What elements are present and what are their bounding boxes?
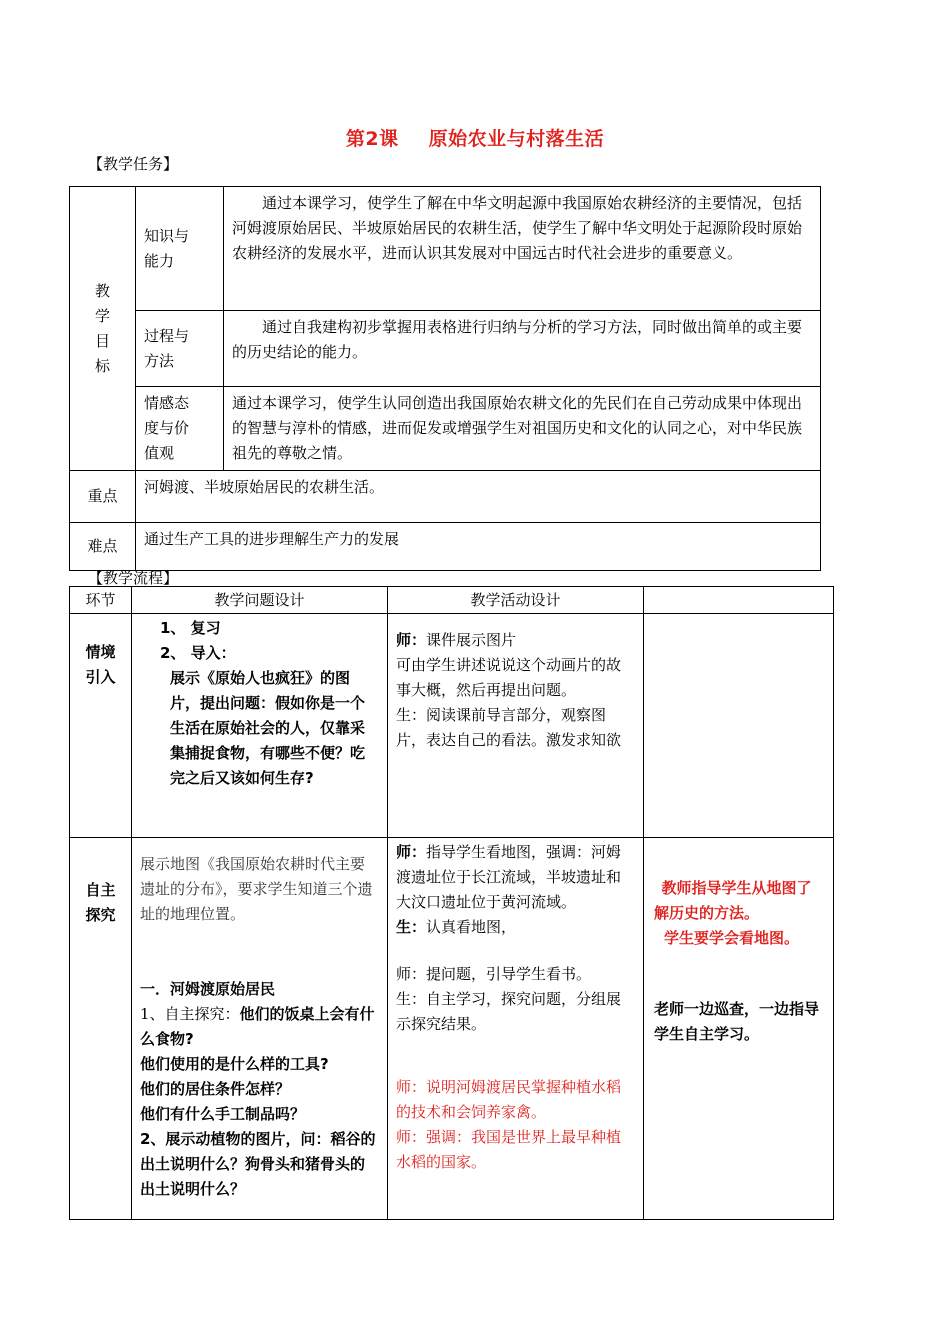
exploration-q3: 他们的居住条件怎样？ — [140, 1080, 291, 1098]
exploration-teacher-rice: 师：说明河姆渡居民掌握种植水稻的技术和会饲养家禽。 — [396, 1078, 622, 1121]
key-point-label: 重点 — [70, 471, 136, 523]
exploration-teacher-emphasis: 师：强调：我国是世界上最早种植水稻的国家。 — [396, 1128, 622, 1171]
activity-design-intro — [388, 614, 644, 838]
page-title: 第2课 原始农业与村落生活 — [345, 128, 605, 150]
difficulty-text: 通过生产工具的进步理解生产力的发展 — [136, 523, 821, 571]
goal-text-knowledge: 通过本课学习，使学生了解在中华文明起源中我国原始农耕经济的主要情况，包括河姆渡原始居民、半坡原始居民的农耕生活，使学生了解中华文明处于起源阶段时原始农耕经济的发展水平，进而认识其发展对中国远古时代社会进步的重要意义。 — [224, 187, 821, 311]
stage-self-exploration: 自主 探究 — [70, 838, 132, 1220]
header-question-design: 教学问题设计 — [132, 587, 388, 614]
teacher-activity-text: 课件展示图片 — [426, 631, 517, 649]
question-design-intro — [132, 614, 388, 838]
goal-label-knowledge: 知识与 能力 — [136, 187, 224, 311]
teaching-goals-table — [69, 186, 821, 571]
remarks-intro — [644, 614, 834, 838]
goal-label-emotion: 情感态 度与价 值观 — [136, 387, 224, 471]
remarks-exploration — [644, 838, 834, 1220]
goal-text-process: 通过自我建构初步掌握用表格进行归纳与分析的学习方法，同时做出简单的或主要的历史结论的能力。 — [224, 311, 821, 387]
goals-label — [70, 187, 136, 471]
difficulty-label: 难点 — [70, 523, 136, 571]
intro-teacher-activity — [396, 628, 635, 653]
exploration-q2: 他们使用的是什么样的工具? — [140, 1055, 329, 1073]
section-teaching-task: 【教学任务】 — [88, 155, 179, 173]
header-remarks — [644, 587, 834, 614]
intro-lead-in: 2、 导入： — [160, 644, 236, 662]
teaching-flow-table — [69, 586, 834, 1220]
intro-student-activity: 生：阅读课前导言部分，观察图片，表达自己的看法。激发求知欲 — [396, 706, 622, 749]
exploration-heading: 一．河姆渡原始居民 — [140, 980, 276, 998]
remark-read-map: 学生要学会看地图。 — [664, 929, 800, 947]
exploration-teacher-map: 师：指导学生看地图，强调：河姆渡遗址位于长江流域，半坡遗址和大汶口遗址位于黄河流域。 — [396, 843, 622, 911]
exploration-student-map: 生：认真看地图， — [396, 918, 517, 936]
goal-text-emotion: 通过本课学习，使学生认同创造出我国原始农耕文化的先民们在自己劳动成果中体现出的智慧与淳朴的情感，进而促发或增强学生对祖国历史和文化的认同之心，对中华民族祖先的尊敬之情。 — [224, 387, 821, 471]
exploration-teacher-question: 师：提问题，引导学生看书。 — [396, 965, 592, 983]
activity-design-exploration — [388, 838, 644, 1220]
intro-student-story: 可由学生讲述说说这个动画片的故事大概，然后再提出问题。 — [396, 656, 622, 699]
teacher-label: 师： — [396, 631, 427, 649]
remark-map-method: 教师指导学生从地图了解历史的方法。 — [654, 879, 812, 922]
exploration-student-study: 生：自主学习，探究问题，分组展示探究结果。 — [396, 990, 622, 1033]
question-design-exploration — [132, 838, 388, 1220]
header-activity-design: 教学活动设计 — [388, 587, 644, 614]
remark-patrol: 老师一边巡查，一边指导学生自主学习。 — [654, 1000, 820, 1043]
key-point-text: 河姆渡、半坡原始居民的农耕生活。 — [136, 471, 821, 523]
exploration-q1: 1、自主探究：他们的饭桌上会有什么食物? — [140, 1005, 375, 1048]
section-teaching-flow: 【教学流程】 — [88, 569, 179, 587]
stage-situation-intro: 情境 引入 — [70, 614, 132, 838]
header-stage: 环节 — [70, 587, 132, 614]
intro-review: 1、 复习 — [160, 619, 221, 637]
goal-label-process: 过程与 方法 — [136, 311, 224, 387]
exploration-q4: 他们有什么手工制品吗？ — [140, 1105, 306, 1123]
intro-question: 展示《原始人也疯狂》的图片，提出问题：假如你是一个生活在原始社会的人，仅靠采集捕捉食物，有哪些不便？吃完之后又该如何生存? — [170, 669, 366, 787]
exploration-intro: 展示地图《我国原始农耕时代主要遗址的分布》，要求学生知道三个遗址的地理位置。 — [140, 855, 373, 923]
goals-label-text: 教 学 目 标 — [94, 281, 110, 375]
exploration-q5: 2、展示动植物的图片，问：稻谷的出土说明什么？狗骨头和猪骨头的出土说明什么？ — [140, 1130, 376, 1198]
